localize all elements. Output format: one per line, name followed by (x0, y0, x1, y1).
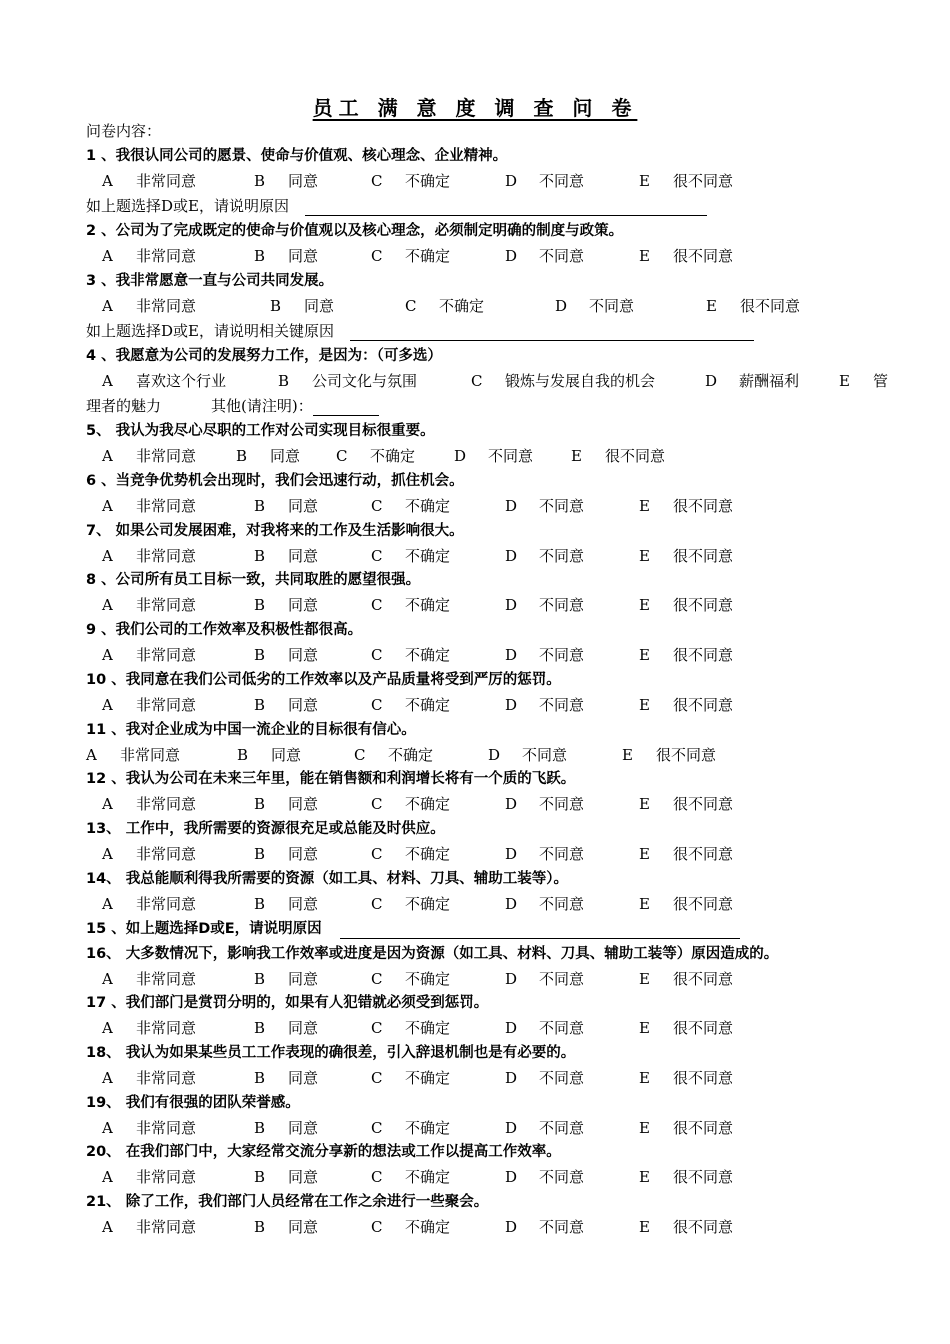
option-c[interactable]: C 不确定 (371, 895, 451, 913)
option-d[interactable]: D 不同意 (505, 1168, 585, 1186)
option-e[interactable]: E 很不同意 (706, 297, 801, 315)
options-q20 (86, 1167, 906, 1187)
option-d[interactable]: D 不同意 (505, 845, 585, 863)
option-c[interactable]: C 不确定 (371, 1218, 451, 1236)
options-q4-continued: 理者的魅力 其他(请注明)： (86, 396, 379, 416)
option-e[interactable]: E 很不同意 (639, 497, 734, 515)
question-19: 19、 我们有很强的团队荣誉感。 (86, 1095, 300, 1111)
option-e[interactable]: E 很不同意 (639, 547, 734, 565)
option-a[interactable]: A 非常同意 (102, 1168, 197, 1186)
option-b[interactable]: B 同意 (254, 795, 319, 813)
option-e[interactable]: E 很不同意 (639, 795, 734, 813)
options-q16 (86, 969, 906, 989)
option-b[interactable]: B 同意 (254, 1069, 319, 1087)
option-c[interactable]: C 不确定 (371, 596, 451, 614)
option-c[interactable]: C 不确定 (371, 970, 451, 988)
option-d[interactable]: D 不同意 (555, 297, 635, 315)
option-a[interactable]: A 非常同意 (102, 1019, 197, 1037)
question-9: 9 、我们公司的工作效率及积极性都很高。 (86, 622, 363, 638)
question-3: 3 、我非常愿意一直与公司共同发展。 (86, 273, 334, 289)
question-21: 21、 除了工作，我们部门人员经常在工作之余进行一些聚会。 (86, 1194, 489, 1210)
intro-label: 问卷内容： (86, 122, 162, 140)
option-c[interactable]: C 锻炼与发展自我的机会 (471, 372, 656, 390)
option-d[interactable]: D 不同意 (505, 1218, 585, 1236)
question-5: 5、 我认为我尽心尽职的工作对公司实现目标很重要。 (86, 423, 435, 439)
option-a[interactable]: A 非常同意 (102, 696, 197, 714)
option-b[interactable]: B 同意 (254, 1168, 319, 1186)
other-field[interactable] (313, 401, 379, 416)
option-a[interactable]: A 非常同意 (102, 895, 197, 913)
option-d[interactable]: D 不同意 (505, 646, 585, 664)
question-17: 17 、我们部门是赏罚分明的，如果有人犯错就必须受到惩罚。 (86, 995, 489, 1011)
option-b[interactable]: B 同意 (254, 497, 319, 515)
option-b[interactable]: B 同意 (254, 247, 319, 265)
options-q10 (86, 695, 906, 715)
option-a[interactable]: A 非常同意 (102, 447, 197, 465)
option-c[interactable]: C 不确定 (371, 1168, 451, 1186)
option-e[interactable]: E 很不同意 (639, 895, 734, 913)
option-d[interactable]: D 不同意 (505, 547, 585, 565)
option-a[interactable]: A 非常同意 (102, 297, 197, 315)
option-e[interactable]: E 很不同意 (639, 970, 734, 988)
question-16: 16、 大多数情况下，影响我工作效率或进度是因为资源（如工具、材料、刀具、辅助工装等）原因造成的。 (86, 946, 779, 962)
option-e[interactable]: E 很不同意 (639, 1119, 734, 1137)
reason-q1-field[interactable] (305, 201, 707, 216)
question-1: 1 、我很认同公司的愿景、使命与价值观、核心理念、企业精神。 (86, 148, 508, 164)
option-a[interactable]: A 非常同意 (102, 1218, 197, 1236)
question-18: 18、 我认为如果某些员工工作表现的确很差，引入辞退机制也是有必要的。 (86, 1045, 576, 1061)
option-d[interactable]: D 不同意 (505, 696, 585, 714)
page-title: 员工 满 意 度 调 查 问 卷 (312, 96, 638, 120)
option-a[interactable]: A 非常同意 (102, 845, 197, 863)
options-q6 (86, 496, 906, 516)
question-10: 10 、我同意在我们公司低劣的工作效率以及产品质量将受到严厉的惩罚。 (86, 672, 561, 688)
options-q12 (86, 794, 906, 814)
option-b[interactable]: B 公司文化与氛围 (278, 372, 418, 390)
option-e[interactable]: E 很不同意 (639, 1019, 734, 1037)
options-q19 (86, 1118, 906, 1138)
option-b[interactable]: B 同意 (254, 845, 319, 863)
option-a[interactable]: A 喜欢这个行业 (102, 372, 227, 390)
options-q21 (86, 1217, 906, 1237)
option-d[interactable]: D 不同意 (505, 497, 585, 515)
option-e[interactable]: E 很不同意 (639, 596, 734, 614)
option-a[interactable]: A 非常同意 (102, 795, 197, 813)
question-20: 20、 在我们部门中，大家经常交流分享新的想法或工作以提高工作效率。 (86, 1144, 561, 1160)
option-b[interactable]: B 同意 (254, 895, 319, 913)
options-q14 (86, 894, 906, 914)
reason-q1: 如上题选择D或E，请说明原因 (86, 196, 707, 216)
option-c[interactable]: C 不确定 (371, 845, 451, 863)
option-b[interactable]: B 同意 (254, 1218, 319, 1236)
option-a[interactable]: A 非常同意 (102, 1119, 197, 1137)
options-q5 (86, 446, 906, 466)
option-d[interactable]: D 不同意 (454, 447, 534, 465)
reason-q3: 如上题选择D或E，请说明相关键原因 (86, 321, 754, 341)
option-b[interactable]: B 同意 (254, 646, 319, 664)
reason-q3-field[interactable] (350, 326, 754, 341)
option-e[interactable]: E 很不同意 (622, 746, 717, 764)
question-4: 4 、我愿意为公司的发展努力工作，是因为：（可多选） (86, 348, 442, 364)
option-b[interactable]: B 同意 (254, 1119, 319, 1137)
option-a[interactable]: A 非常同意 (102, 596, 197, 614)
option-d[interactable]: D 不同意 (505, 795, 585, 813)
option-d[interactable]: D 不同意 (505, 970, 585, 988)
option-b[interactable]: B 同意 (270, 297, 335, 315)
option-d[interactable]: D 不同意 (505, 247, 585, 265)
options-q7 (86, 546, 906, 566)
option-d[interactable]: D 不同意 (505, 596, 585, 614)
option-c[interactable]: C 不确定 (354, 746, 434, 764)
options-q2 (86, 246, 906, 266)
option-d[interactable]: D 不同意 (505, 1069, 585, 1087)
question-2: 2 、公司为了完成既定的使命与价值观以及核心理念，必须制定明确的制度与政策。 (86, 223, 624, 239)
options-q1 (86, 171, 906, 191)
option-e[interactable]: E 管 (839, 372, 889, 390)
option-d[interactable]: D 不同意 (505, 895, 585, 913)
question-12: 12 、我认为公司在未来三年里，能在销售额和利润增长将有一个质的飞跃。 (86, 771, 576, 787)
option-c[interactable]: C 不确定 (371, 1069, 451, 1087)
option-c[interactable]: C 不确定 (405, 297, 485, 315)
option-a[interactable]: A 非常同意 (86, 746, 181, 764)
option-b[interactable]: B 同意 (254, 1019, 319, 1037)
option-e[interactable]: E 很不同意 (639, 696, 734, 714)
options-q18 (86, 1068, 906, 1088)
question-6: 6 、当竞争优势机会出现时，我们会迅速行动，抓住机会。 (86, 473, 464, 489)
option-c[interactable]: C 不确定 (371, 795, 451, 813)
option-e[interactable]: E 很不同意 (639, 1218, 734, 1236)
options-q13 (86, 844, 906, 864)
option-e[interactable]: E 很不同意 (639, 845, 734, 863)
option-b[interactable]: B 同意 (254, 696, 319, 714)
option-c[interactable]: C 不确定 (371, 547, 451, 565)
option-c[interactable]: C 不确定 (371, 497, 451, 515)
option-c[interactable]: C 不确定 (371, 1019, 451, 1037)
question-15: 15 、如上题选择D或E，请说明原因 (86, 919, 740, 939)
option-d[interactable]: D 薪酬福利 (705, 372, 800, 390)
option-c[interactable]: C 不确定 (371, 1119, 451, 1137)
option-c[interactable]: C 不确定 (371, 247, 451, 265)
option-a[interactable]: A 非常同意 (102, 172, 197, 190)
option-b[interactable]: B 同意 (254, 596, 319, 614)
option-e[interactable]: E 很不同意 (639, 247, 734, 265)
reason-q15-field[interactable] (340, 924, 740, 939)
options-q9 (86, 645, 906, 665)
options-q11 (86, 745, 906, 765)
option-a[interactable]: A 非常同意 (102, 547, 197, 565)
question-14: 14、 我总能顺利得我所需要的资源（如工具、材料、刀具、辅助工装等）。 (86, 871, 568, 887)
option-d[interactable]: D 不同意 (505, 1019, 585, 1037)
option-e[interactable]: E 很不同意 (639, 1168, 734, 1186)
option-b[interactable]: B 同意 (254, 547, 319, 565)
option-a[interactable]: A 非常同意 (102, 497, 197, 515)
question-7: 7、 如果公司发展困难，对我将来的工作及生活影响很大。 (86, 523, 464, 539)
option-b[interactable]: B 同意 (254, 970, 319, 988)
options-q3 (86, 296, 906, 316)
options-q8 (86, 595, 906, 615)
option-b[interactable]: B 同意 (236, 447, 301, 465)
options-q17 (86, 1018, 906, 1038)
option-a[interactable]: A 非常同意 (102, 247, 197, 265)
option-b[interactable]: B 同意 (254, 172, 319, 190)
option-a[interactable]: A 非常同意 (102, 970, 197, 988)
option-d[interactable]: D 不同意 (488, 746, 568, 764)
option-d[interactable]: D 不同意 (505, 1119, 585, 1137)
option-c[interactable]: C 不确定 (371, 696, 451, 714)
option-a[interactable]: A 非常同意 (102, 646, 197, 664)
question-11: 11 、我对企业成为中国一流企业的目标很有信心。 (86, 722, 416, 738)
option-a[interactable]: A 非常同意 (102, 1069, 197, 1087)
question-8: 8 、公司所有员工目标一致，共同取胜的愿望很强。 (86, 572, 421, 588)
option-c[interactable]: C 不确定 (371, 172, 451, 190)
option-b[interactable]: B 同意 (237, 746, 302, 764)
option-c[interactable]: C 不确定 (336, 447, 416, 465)
option-e[interactable]: E 很不同意 (639, 1069, 734, 1087)
option-e[interactable]: E 很不同意 (571, 447, 666, 465)
option-e[interactable]: E 很不同意 (639, 172, 734, 190)
question-13: 13、 工作中，我所需要的资源很充足或总能及时供应。 (86, 821, 445, 837)
option-c[interactable]: C 不确定 (371, 646, 451, 664)
option-e[interactable]: E 很不同意 (639, 646, 734, 664)
options-q4 (86, 371, 906, 391)
option-d[interactable]: D 不同意 (505, 172, 585, 190)
